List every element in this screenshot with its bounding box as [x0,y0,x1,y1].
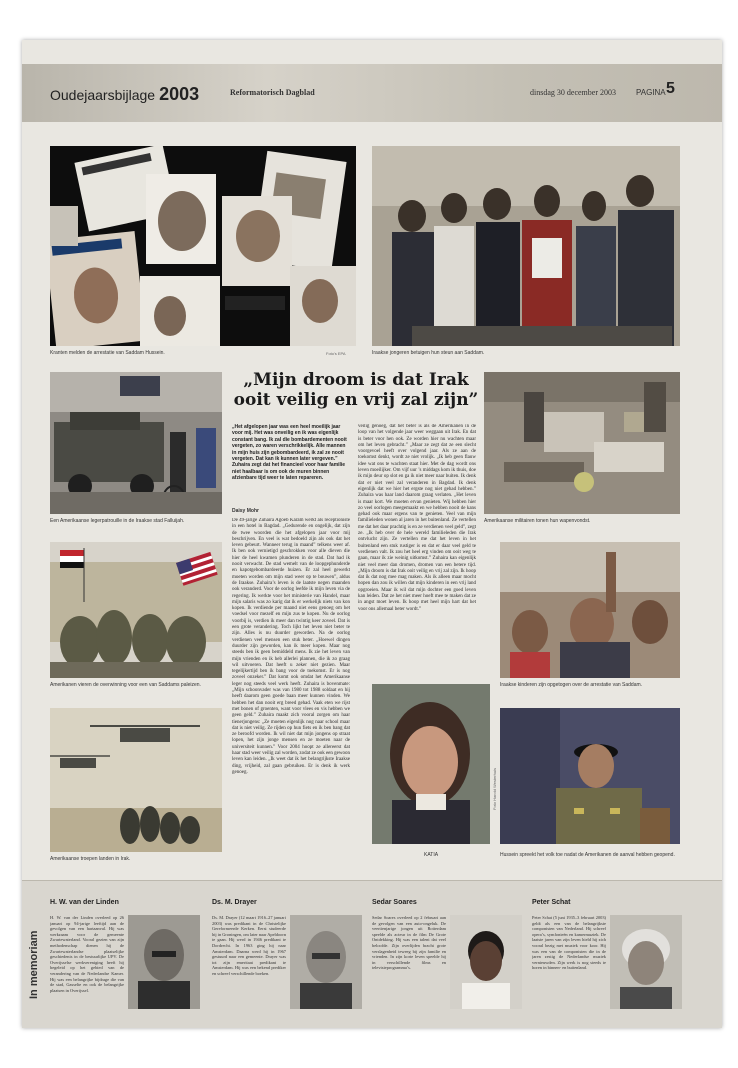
in-memoriam-title: In memoriam [28,930,40,999]
in-memoriam-section [22,880,722,1028]
credit-katia: Foto Harold Westerhuis [492,768,497,810]
person-portrait [610,915,682,1009]
photo-cheering [500,542,680,678]
photo-weapons [484,372,680,514]
person-name: H. W. van der Linden [50,899,119,906]
section-title: Oudejaarsbijlage 2003 [50,84,200,104]
caption-humvee: Een Amerikaanse legerpatrouille in de Iraakse stad Falluijah. [50,518,185,524]
photo-katia [372,684,490,844]
article-headline: „Mijn droom is dat Irak ooit veilig en vrij zal zijn” [233,370,479,410]
photo-flags [50,542,222,678]
caption-katia: KATIA [424,852,439,858]
credit-newspapers: Foto's EPA [326,351,346,356]
article-byline: Daisy Mohr [232,508,259,514]
person-name: Peter Schat [532,899,571,906]
caption-protesters: Iraakse jongeren betuigen hun steun aan Saddam. [372,350,485,356]
page-number: 5 [666,80,675,97]
issue-date: dinsdag 30 december 2003 [530,88,616,97]
person-portrait [450,915,522,1009]
photo-helicopters [50,708,222,852]
person-name: Sedar Soares [372,899,417,906]
memoriam-person [50,899,210,1017]
photo-protesters [372,146,680,346]
person-text: Peter Schat (5 juni 1935–3 februari 2003) geldt als een van de belangrijkste componisten van Nederland. Hij schreef opera’s, symfonieën en kamermuziek. De laatste jaren van zijn leven hield hij zich vooral bezig met muziek voor koor. Hij was een van de componisten die in de jaren zestig de Nederlandse muziek vernieuwden. Zijn werk is nog steeds te horen in binnen- en buitenland. [532,915,606,971]
memoriam-person [212,899,372,1017]
memoriam-person [372,899,532,1017]
caption-cheering: Iraakse kinderen zijn opgetogen over de arrestatie van Saddam. [500,682,643,688]
person-portrait [128,915,200,1009]
photo-humvee [50,372,222,514]
person-text: H. W. van der Linden overleed op 26 januari op 94-jarige leeftijd aan de gevolgen van een hartaanval. Hij was werkzaam voor de gemeente Zwartewaterland. Vooral gezien van zijn methodenschap dienen hij de Zwartewaterlandse plaatselijke geschiedenis in de bestuurlijke UPV. De Overijsselse werkvereniging heeft hij begeleid op het gebied van de verandering van de Nederlandse Kamer. Hij was een belangrijke bijdrage die van de stad, Gasselte en ook de belangrijke plaatsen in Overijssel. [50,915,124,993]
caption-flags: Amerikanen vieren de overwinning voor een van Saddams paleizen. [50,682,201,688]
caption-helicopters: Amerikaanse troepen landen in Irak. [50,856,131,862]
person-portrait [290,915,362,1009]
newspaper-page [22,40,722,1028]
person-text: Sedar Soares overleed op 2 februari aan de gevolgen van een auto-ongeluk. De veertienjarige jongen uit Rotterdam speelde als acteur in de film De Grote Ontdekking. Hij was een talent dat veel beloofde. Zijn overlijden bracht grote verslagenheid teweeg bij zijn familie en vrienden. In zijn korte leven speelde hij in verschillende films en televisieprogramma’s. [372,915,446,971]
article-intro: „Het afgelopen jaar was een heel moeilijk jaar voor mij. Het was onveilig en ik was eigenlijk constant bang. Ik zal die bombardementen nooit vergeten, zo waren verschrikkelijk. Alle mannen in mijn huis zijn gebombardeerd, ik zal ze nooit vergeten. Dat kan ik kunnen later vergeven.” Zuhaira zegt dat het financieel voor haar familie niet haalbaar is om ook de muren binnen afzienbare tijd weer te laten repareren. [232,424,347,482]
caption-newspapers: Kranten melden de arrestatie van Saddam Hussein. [50,350,165,356]
page-label: PAGINA [636,88,666,97]
caption-saddam: Hussein spreekt het volk toe nadat de Amerikanen de aanval hebben geopend. [500,852,675,858]
caption-weapons: Amerikaanse militairen tonen hun wapenvondst. [484,518,591,524]
photo-saddam [500,708,680,844]
paper-name: Reformatorisch Dagblad [230,88,315,97]
article-column-1: De 49-jarige Zuhaira Agoeb Karam werkt als receptioniste in een hotel in Bagdad. „Gedurende en ongelijk, dat zijn de twee woorden die het afgelopen jaar voor mij beschrijven. En veel is wat bedoeld zijn als ook dat het leven gebeurt. Wanneer terug in maand” telkens weer af. Ik ben ook vernietigd geschrokken voor alle dieven die hier de heel kwamen plunderen in de stad. Dat had ik nooit verwacht. De stad wemelt van de loopgephunderde en kapotgebombardeerde huizen. Er zal heel gewerkt moeten worden om mijn stad weer op te bouwen”, aldus de Iraakse. Zuhaira’s leven is de laatste negen maanden ook veranderd. Voor de oorlog leefde ik mijn leven via de regering. Ik werkte voor het ministerie van Handel, maar mijn salaris was zo karig dat ik er werkelijk niets van kon kopen. Ik verdiende per maand niet eens genoeg om het voedsel voor mezelf en mijn zus te kopen. Nu de oorlog voorbij is, verdien ik meer dan twintig keer zoveel. Dat is een grote verandering. Toch lijkt het leven niet beter te zijn. Alles is nu duurder geworden. Na de oorlog verdienen veel mensen een stuk beter. „Hoewel dingen duurder zijn geworden, kan ik meer kopen. Maar nog steeds ben ik geen bemiddeld mens. Ik zie het leven van mijn vrienden en ik heb allerlei plannen, die ik zo graag wil uitvoeren. Dat heeft u zeker niet gezien. Maar tegelijkertijd ben ik bang voor de toekomst. Er is nog zoveel onzeker.” Dat komt ook omdat het Amerikaanse leger nog steeds veel werk heeft. Zuhaira is bovenmate: „Mijn schoonvader was van 1980 tot 1988 soldaat en hij heeft daarom geen goede baan meer kunnen vinden. We hebben het dan nooit erg breed gehad. Vaak eten we rijst met bonen of groenten, want voor vlees en vis hebben we geen geld.” Zuhaira maakt zich vooral zorgen om haar tienerjongens: „Ze moeten eigenlijk nog naar school maar dat is niet veilig. Ze rijden op hun fiets en ik ben bang dat ze beroofd worden. Ik wil niet dat mijn jongens op straat lopen, het zijn jonge mensen en ze moeten naar de universiteit kunnen.” Voor 2004 hoopt ze allereerst dat haar stad weer veilig zal worden, zodat ze ook een gewoon leven kan leiden. „Ik weet dat ik het belangrijkste Iraakse ding, vrijheid, zal gaan gebruiken. Er is denk ik werk genoeg. [232,518,350,775]
person-text: Ds. M. Drayer (12 maart 1916–27 januari 2003) was predikant in de Christelijke Gereformeerde Kerken. Eerst studeerde hij in Groningen, om later naar Apeldoorn te gaan. Hij werd in 1946 predikant te Dordrecht. In 1963 ging hij naar Amsterdam. Daarna werd hij in 1967 gestuurd naar een gemeente. Drayer was tot zijn emeritaat predikant te Amsterdam. Hij was een bekend prediker en schreef verschillende boeken. [212,915,286,976]
photo-newspapers [50,146,356,346]
article-column-2: veilig genoeg, dat het beter is als de Amerikanen in de loop van het volgende jaar weer weggaan uit Irak. En dat is beter voor hen ook. Ze worden hier nu wachten maar om het leven gebracht.” „Maar ze zegt dat ze een slecht voorgevoel heeft over volgend jaar. Als ze aan de toekomst denkt, wordt ze niet vrolijk. „Ik heb geen flauw idee wat ons te wachten staat hier. Met de dag wordt ons leven moeilijker. Om vijf uur ’s middags kom ik thuis, doe ik mijn deur op slot en ga ik niet meer naar buiten. Ik denk dat er niet veel zal veranderen in Bagdad. Ik denk eigenlijk dat we hier het ergste nog niet gehad hebben.” Zuhaira was haar land daarom graag verlaten. „Het leven is maar kort. We moeten ervan genieten. Wij hebben hier zo veel oorlogen meegemaakt en we hebben nooit de kans gehad ook maar ergens van te genieten. Veel van mijn familieleden wonen al jaren in het buitenland. Ze vertellen me dat het daar prachtig is en ze verdienen veel geld”, zegt ze. „Ik heb over de hele wereld familieleden die Irak ontvlucht zijn. Ze vertellen me dat het leven in het buitenland een stuk rustiger is en dat er daar veel geld te verdienen valt. Ik zou het heel erg vinden om ooit weg te gaan, maar ik zie weinig uitkomst.” Zuhaira kan eigenlijk niet veel meer dan dromen, dromen van een betere tijd. „Mijn droom is dat Irak ooit veilig en vrij zal zijn. Ik hoop dat ik dat nog mee mag maken. Als ik alleen maar mocht hopen dan zou ik willen dat mijn kinderen in een vrij land opgroeien. Maar ik wil dat mijn dochter een goed leven kan leiden. Dat ze het niet meer hoeft mee te maken dat ze in angst moet leven. Ik hoop met heel mijn hart dat het voor ons allemaal beter wordt.” [358,424,476,612]
memoriam-person [532,899,692,1017]
masthead [22,64,722,122]
person-name: Ds. M. Drayer [212,899,257,906]
